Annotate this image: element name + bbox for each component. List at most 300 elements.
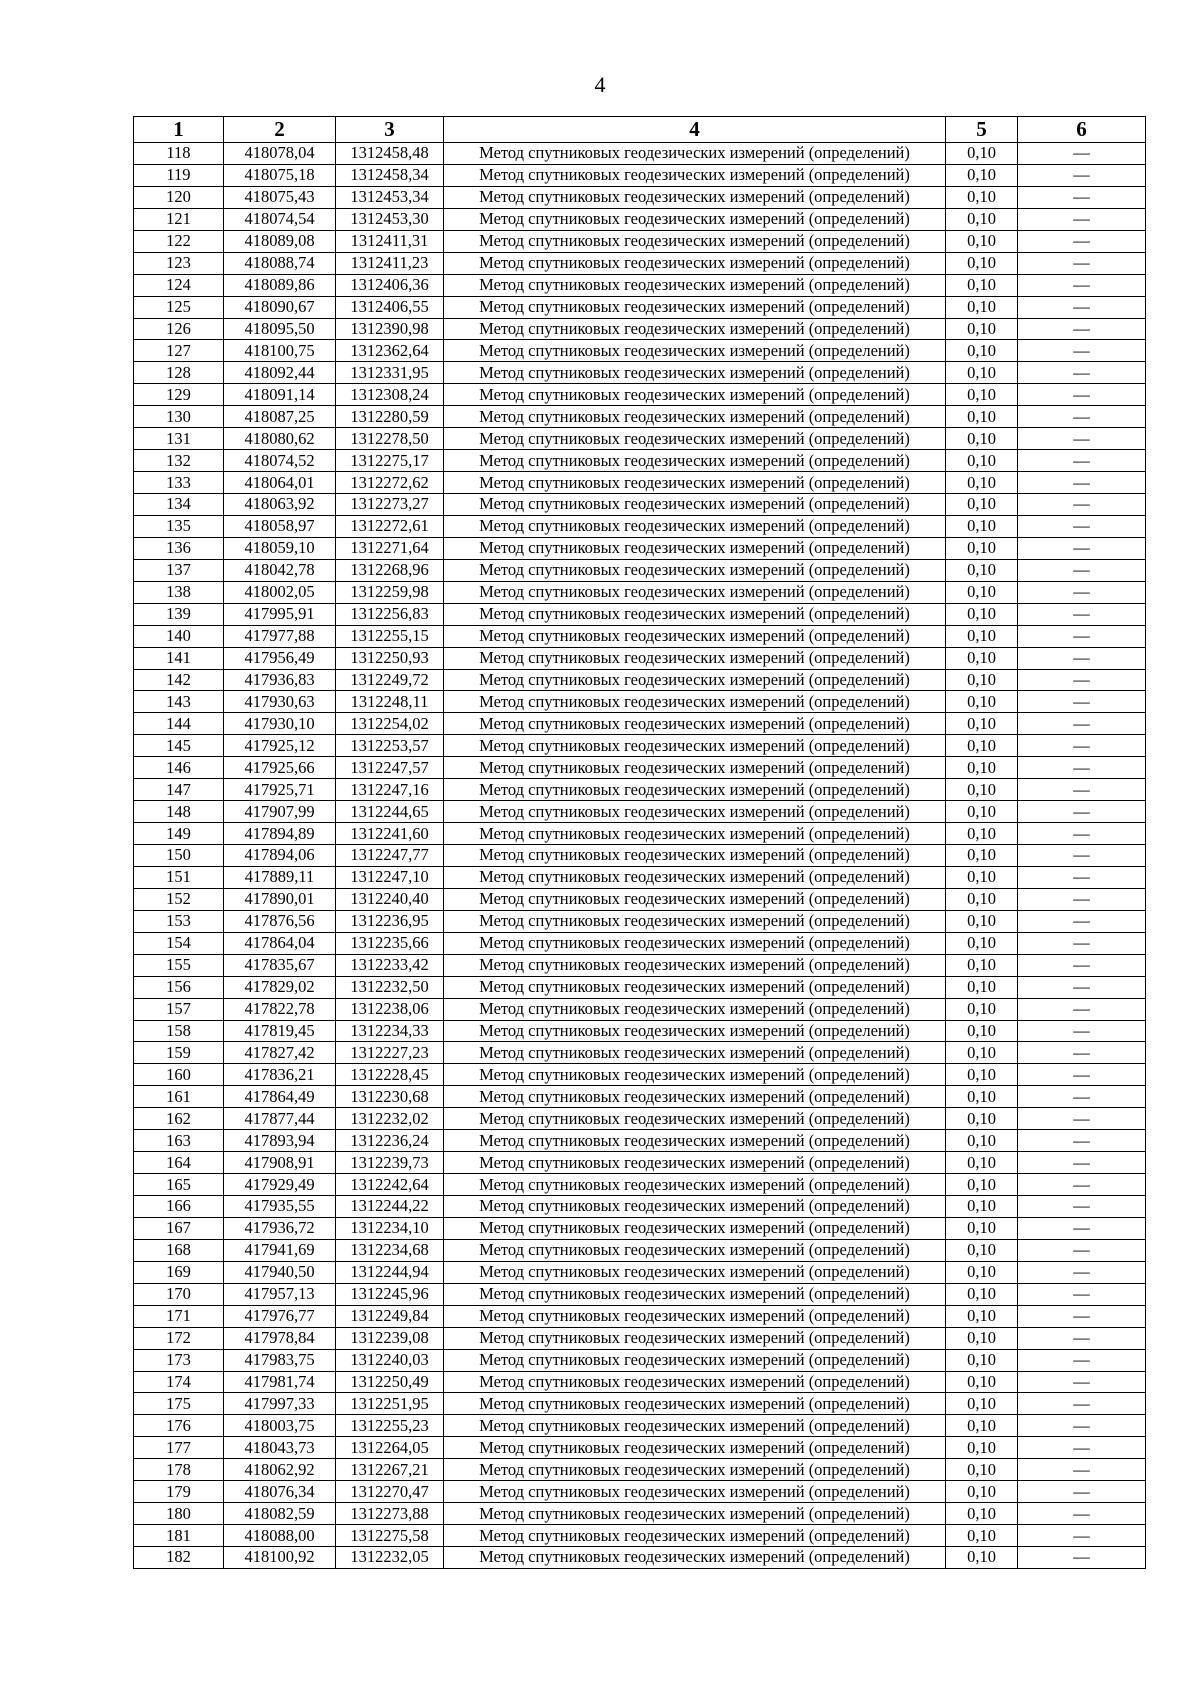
- accuracy-cell: 0,10: [946, 472, 1018, 494]
- accuracy-cell: 0,10: [946, 494, 1018, 516]
- note-cell: —: [1018, 1042, 1146, 1064]
- x-coordinate-cell: 417894,89: [224, 823, 336, 845]
- note-cell: —: [1018, 230, 1146, 252]
- y-coordinate-cell: 1312275,58: [336, 1525, 444, 1547]
- method-cell: Метод спутниковых геодезических измерений (определений): [444, 318, 946, 340]
- method-cell: Метод спутниковых геодезических измерений (определений): [444, 1283, 946, 1305]
- table-row: [134, 230, 1146, 252]
- accuracy-cell: 0,10: [946, 362, 1018, 384]
- point-number-cell: 165: [134, 1174, 224, 1196]
- y-coordinate-cell: 1312278,50: [336, 428, 444, 450]
- note-cell: —: [1018, 1020, 1146, 1042]
- point-number-cell: 167: [134, 1217, 224, 1239]
- note-cell: —: [1018, 669, 1146, 691]
- note-cell: —: [1018, 1261, 1146, 1283]
- point-number-cell: 138: [134, 581, 224, 603]
- x-coordinate-cell: 417925,66: [224, 757, 336, 779]
- x-coordinate-cell: 417864,49: [224, 1086, 336, 1108]
- point-number-cell: 137: [134, 559, 224, 581]
- y-coordinate-cell: 1312251,95: [336, 1393, 444, 1415]
- method-cell: Метод спутниковых геодезических измерений (определений): [444, 910, 946, 932]
- point-number-cell: 123: [134, 252, 224, 274]
- accuracy-cell: 0,10: [946, 735, 1018, 757]
- x-coordinate-cell: 417936,83: [224, 669, 336, 691]
- note-cell: —: [1018, 1174, 1146, 1196]
- table-row: [134, 515, 1146, 537]
- x-coordinate-cell: 418092,44: [224, 362, 336, 384]
- table-row: [134, 472, 1146, 494]
- note-cell: —: [1018, 494, 1146, 516]
- y-coordinate-cell: 1312267,21: [336, 1459, 444, 1481]
- note-cell: —: [1018, 143, 1146, 165]
- method-cell: Метод спутниковых геодезических измерений (определений): [444, 1547, 946, 1569]
- note-cell: —: [1018, 252, 1146, 274]
- method-cell: Метод спутниковых геодезических измерений (определений): [444, 1108, 946, 1130]
- note-cell: —: [1018, 1525, 1146, 1547]
- x-coordinate-cell: 418089,08: [224, 230, 336, 252]
- note-cell: —: [1018, 1547, 1146, 1569]
- point-number-cell: 147: [134, 779, 224, 801]
- method-cell: Метод спутниковых геодезических измерений (определений): [444, 143, 946, 165]
- note-cell: —: [1018, 998, 1146, 1020]
- accuracy-cell: 0,10: [946, 1152, 1018, 1174]
- x-coordinate-cell: 417827,42: [224, 1042, 336, 1064]
- x-coordinate-cell: 417981,74: [224, 1371, 336, 1393]
- accuracy-cell: 0,10: [946, 976, 1018, 998]
- method-cell: Метод спутниковых геодезических измерений (определений): [444, 515, 946, 537]
- accuracy-cell: 0,10: [946, 1196, 1018, 1218]
- point-number-cell: 152: [134, 888, 224, 910]
- y-coordinate-cell: 1312406,55: [336, 296, 444, 318]
- method-cell: Метод спутниковых геодезических измерений (определений): [444, 1481, 946, 1503]
- point-number-cell: 171: [134, 1305, 224, 1327]
- y-coordinate-cell: 1312245,96: [336, 1283, 444, 1305]
- point-number-cell: 127: [134, 340, 224, 362]
- accuracy-cell: 0,10: [946, 143, 1018, 165]
- table-row: [134, 559, 1146, 581]
- x-coordinate-cell: 417835,67: [224, 954, 336, 976]
- note-cell: —: [1018, 713, 1146, 735]
- x-coordinate-cell: 417997,33: [224, 1393, 336, 1415]
- accuracy-cell: 0,10: [946, 1020, 1018, 1042]
- table-row: [134, 340, 1146, 362]
- table-row: [134, 1437, 1146, 1459]
- point-number-cell: 149: [134, 823, 224, 845]
- method-cell: Метод спутниковых геодезических измерений (определений): [444, 1415, 946, 1437]
- note-cell: —: [1018, 625, 1146, 647]
- accuracy-cell: 0,10: [946, 1305, 1018, 1327]
- note-cell: —: [1018, 318, 1146, 340]
- y-coordinate-cell: 1312458,34: [336, 164, 444, 186]
- x-coordinate-cell: 417876,56: [224, 910, 336, 932]
- table-row: [134, 888, 1146, 910]
- x-coordinate-cell: 418043,73: [224, 1437, 336, 1459]
- point-number-cell: 161: [134, 1086, 224, 1108]
- y-coordinate-cell: 1312272,62: [336, 472, 444, 494]
- table-row: [134, 1327, 1146, 1349]
- accuracy-cell: 0,10: [946, 406, 1018, 428]
- note-cell: —: [1018, 735, 1146, 757]
- method-cell: Метод спутниковых геодезических измерений (определений): [444, 384, 946, 406]
- x-coordinate-cell: 418002,05: [224, 581, 336, 603]
- table-row: [134, 1415, 1146, 1437]
- point-number-cell: 155: [134, 954, 224, 976]
- y-coordinate-cell: 1312406,36: [336, 274, 444, 296]
- y-coordinate-cell: 1312234,68: [336, 1239, 444, 1261]
- note-cell: —: [1018, 757, 1146, 779]
- point-number-cell: 182: [134, 1547, 224, 1569]
- note-cell: —: [1018, 691, 1146, 713]
- point-number-cell: 160: [134, 1064, 224, 1086]
- table-row: [134, 1349, 1146, 1371]
- x-coordinate-cell: 418095,50: [224, 318, 336, 340]
- table-row: [134, 1393, 1146, 1415]
- x-coordinate-cell: 417908,91: [224, 1152, 336, 1174]
- y-coordinate-cell: 1312256,83: [336, 603, 444, 625]
- note-cell: —: [1018, 1239, 1146, 1261]
- note-cell: —: [1018, 801, 1146, 823]
- method-cell: Метод спутниковых геодезических измерений (определений): [444, 888, 946, 910]
- x-coordinate-cell: 417925,71: [224, 779, 336, 801]
- note-cell: —: [1018, 910, 1146, 932]
- y-coordinate-cell: 1312236,95: [336, 910, 444, 932]
- x-coordinate-cell: 417894,06: [224, 845, 336, 867]
- x-coordinate-cell: 418100,75: [224, 340, 336, 362]
- method-cell: Метод спутниковых геодезических измерений (определений): [444, 1020, 946, 1042]
- accuracy-cell: 0,10: [946, 1547, 1018, 1569]
- x-coordinate-cell: 417907,99: [224, 801, 336, 823]
- method-cell: Метод спутниковых геодезических измерений (определений): [444, 581, 946, 603]
- x-coordinate-cell: 417930,10: [224, 713, 336, 735]
- y-coordinate-cell: 1312227,23: [336, 1042, 444, 1064]
- note-cell: —: [1018, 384, 1146, 406]
- method-cell: Метод спутниковых геодезических измерений (определений): [444, 1459, 946, 1481]
- point-number-cell: 169: [134, 1261, 224, 1283]
- note-cell: —: [1018, 866, 1146, 888]
- y-coordinate-cell: 1312235,66: [336, 932, 444, 954]
- y-coordinate-cell: 1312249,72: [336, 669, 444, 691]
- point-number-cell: 179: [134, 1481, 224, 1503]
- y-coordinate-cell: 1312247,57: [336, 757, 444, 779]
- method-cell: Метод спутниковых геодезических измерений (определений): [444, 625, 946, 647]
- accuracy-cell: 0,10: [946, 845, 1018, 867]
- accuracy-cell: 0,10: [946, 1415, 1018, 1437]
- method-cell: Метод спутниковых геодезических измерений (определений): [444, 208, 946, 230]
- point-number-cell: 168: [134, 1239, 224, 1261]
- table-row: [134, 1130, 1146, 1152]
- note-cell: —: [1018, 428, 1146, 450]
- y-coordinate-cell: 1312255,23: [336, 1415, 444, 1437]
- y-coordinate-cell: 1312234,33: [336, 1020, 444, 1042]
- y-coordinate-cell: 1312248,11: [336, 691, 444, 713]
- x-coordinate-cell: 417995,91: [224, 603, 336, 625]
- point-number-cell: 126: [134, 318, 224, 340]
- method-cell: Метод спутниковых геодезических измерений (определений): [444, 406, 946, 428]
- point-number-cell: 121: [134, 208, 224, 230]
- note-cell: —: [1018, 296, 1146, 318]
- table-row: [134, 296, 1146, 318]
- y-coordinate-cell: 1312244,65: [336, 801, 444, 823]
- table-row: [134, 625, 1146, 647]
- point-number-cell: 178: [134, 1459, 224, 1481]
- point-number-cell: 172: [134, 1327, 224, 1349]
- table-row: [134, 823, 1146, 845]
- point-number-cell: 122: [134, 230, 224, 252]
- note-cell: —: [1018, 954, 1146, 976]
- method-cell: Метод спутниковых геодезических измерений (определений): [444, 1393, 946, 1415]
- method-cell: Метод спутниковых геодезических измерений (определений): [444, 230, 946, 252]
- note-cell: —: [1018, 603, 1146, 625]
- table-row: [134, 845, 1146, 867]
- note-cell: —: [1018, 1459, 1146, 1481]
- table-row: [134, 318, 1146, 340]
- accuracy-cell: 0,10: [946, 537, 1018, 559]
- point-number-cell: 133: [134, 472, 224, 494]
- table-row: [134, 1459, 1146, 1481]
- x-coordinate-cell: 418089,86: [224, 274, 336, 296]
- accuracy-cell: 0,10: [946, 1481, 1018, 1503]
- method-cell: Метод спутниковых геодезических измерений (определений): [444, 1327, 946, 1349]
- y-coordinate-cell: 1312411,31: [336, 230, 444, 252]
- method-cell: Метод спутниковых геодезических измерений (определений): [444, 998, 946, 1020]
- table-row: [134, 932, 1146, 954]
- table-header-row: [134, 117, 1146, 143]
- table-row: [134, 1547, 1146, 1569]
- x-coordinate-cell: 417819,45: [224, 1020, 336, 1042]
- point-number-cell: 181: [134, 1525, 224, 1547]
- table-row: [134, 186, 1146, 208]
- accuracy-cell: 0,10: [946, 801, 1018, 823]
- y-coordinate-cell: 1312273,27: [336, 494, 444, 516]
- table-row: [134, 1261, 1146, 1283]
- table-row: [134, 1174, 1146, 1196]
- x-coordinate-cell: 418058,97: [224, 515, 336, 537]
- column-header-1: 1: [134, 117, 224, 143]
- y-coordinate-cell: 1312254,02: [336, 713, 444, 735]
- table-row: [134, 801, 1146, 823]
- accuracy-cell: 0,10: [946, 823, 1018, 845]
- table-row: [134, 143, 1146, 165]
- point-number-cell: 139: [134, 603, 224, 625]
- table-row: [134, 164, 1146, 186]
- method-cell: Метод спутниковых геодезических измерений (определений): [444, 932, 946, 954]
- table-row: [134, 1503, 1146, 1525]
- x-coordinate-cell: 418082,59: [224, 1503, 336, 1525]
- accuracy-cell: 0,10: [946, 603, 1018, 625]
- accuracy-cell: 0,10: [946, 691, 1018, 713]
- x-coordinate-cell: 418062,92: [224, 1459, 336, 1481]
- y-coordinate-cell: 1312250,49: [336, 1371, 444, 1393]
- x-coordinate-cell: 418080,62: [224, 428, 336, 450]
- column-header-4: 4: [444, 117, 946, 143]
- x-coordinate-cell: 418064,01: [224, 472, 336, 494]
- accuracy-cell: 0,10: [946, 1042, 1018, 1064]
- method-cell: Метод спутниковых геодезических измерений (определений): [444, 252, 946, 274]
- note-cell: —: [1018, 932, 1146, 954]
- accuracy-cell: 0,10: [946, 515, 1018, 537]
- accuracy-cell: 0,10: [946, 1349, 1018, 1371]
- point-number-cell: 136: [134, 537, 224, 559]
- method-cell: Метод спутниковых геодезических измерений (определений): [444, 779, 946, 801]
- point-number-cell: 125: [134, 296, 224, 318]
- method-cell: Метод спутниковых геодезических измерений (определений): [444, 1371, 946, 1393]
- note-cell: —: [1018, 472, 1146, 494]
- method-cell: Метод спутниковых геодезических измерений (определений): [444, 1525, 946, 1547]
- table-row: [134, 691, 1146, 713]
- y-coordinate-cell: 1312232,02: [336, 1108, 444, 1130]
- x-coordinate-cell: 417957,13: [224, 1283, 336, 1305]
- y-coordinate-cell: 1312453,30: [336, 208, 444, 230]
- y-coordinate-cell: 1312272,61: [336, 515, 444, 537]
- point-number-cell: 131: [134, 428, 224, 450]
- point-number-cell: 154: [134, 932, 224, 954]
- method-cell: Метод спутниковых геодезических измерений (определений): [444, 362, 946, 384]
- table-row: [134, 669, 1146, 691]
- y-coordinate-cell: 1312259,98: [336, 581, 444, 603]
- method-cell: Метод спутниковых геодезических измерений (определений): [444, 186, 946, 208]
- point-number-cell: 141: [134, 647, 224, 669]
- note-cell: —: [1018, 186, 1146, 208]
- y-coordinate-cell: 1312250,93: [336, 647, 444, 669]
- point-number-cell: 143: [134, 691, 224, 713]
- point-number-cell: 135: [134, 515, 224, 537]
- accuracy-cell: 0,10: [946, 669, 1018, 691]
- table-row: [134, 779, 1146, 801]
- table-row: [134, 581, 1146, 603]
- method-cell: Метод спутниковых геодезических измерений (определений): [444, 1086, 946, 1108]
- y-coordinate-cell: 1312244,22: [336, 1196, 444, 1218]
- y-coordinate-cell: 1312239,73: [336, 1152, 444, 1174]
- note-cell: —: [1018, 1305, 1146, 1327]
- point-number-cell: 164: [134, 1152, 224, 1174]
- point-number-cell: 174: [134, 1371, 224, 1393]
- y-coordinate-cell: 1312253,57: [336, 735, 444, 757]
- coordinates-table: [133, 116, 1146, 1569]
- x-coordinate-cell: 418076,34: [224, 1481, 336, 1503]
- accuracy-cell: 0,10: [946, 1174, 1018, 1196]
- note-cell: —: [1018, 1108, 1146, 1130]
- method-cell: Метод спутниковых геодезических измерений (определений): [444, 1130, 946, 1152]
- table-row: [134, 1020, 1146, 1042]
- table-row: [134, 1152, 1146, 1174]
- accuracy-cell: 0,10: [946, 954, 1018, 976]
- point-number-cell: 134: [134, 494, 224, 516]
- y-coordinate-cell: 1312390,98: [336, 318, 444, 340]
- y-coordinate-cell: 1312240,03: [336, 1349, 444, 1371]
- x-coordinate-cell: 417890,01: [224, 888, 336, 910]
- table-row: [134, 647, 1146, 669]
- table-row: [134, 1086, 1146, 1108]
- note-cell: —: [1018, 274, 1146, 296]
- x-coordinate-cell: 417930,63: [224, 691, 336, 713]
- method-cell: Метод спутниковых геодезических измерений (определений): [444, 669, 946, 691]
- method-cell: Метод спутниковых геодезических измерений (определений): [444, 691, 946, 713]
- method-cell: Метод спутниковых геодезических измерений (определений): [444, 1261, 946, 1283]
- accuracy-cell: 0,10: [946, 1459, 1018, 1481]
- x-coordinate-cell: 417978,84: [224, 1327, 336, 1349]
- point-number-cell: 130: [134, 406, 224, 428]
- table-row: [134, 1108, 1146, 1130]
- x-coordinate-cell: 417940,50: [224, 1261, 336, 1283]
- point-number-cell: 156: [134, 976, 224, 998]
- method-cell: Метод спутниковых геодезических измерений (определений): [444, 537, 946, 559]
- point-number-cell: 128: [134, 362, 224, 384]
- x-coordinate-cell: 418100,92: [224, 1547, 336, 1569]
- y-coordinate-cell: 1312232,05: [336, 1547, 444, 1569]
- x-coordinate-cell: 417941,69: [224, 1239, 336, 1261]
- note-cell: —: [1018, 515, 1146, 537]
- x-coordinate-cell: 417877,44: [224, 1108, 336, 1130]
- table-row: [134, 735, 1146, 757]
- method-cell: Метод спутниковых геодезических измерений (определений): [444, 1305, 946, 1327]
- accuracy-cell: 0,10: [946, 1217, 1018, 1239]
- point-number-cell: 170: [134, 1283, 224, 1305]
- x-coordinate-cell: 417893,94: [224, 1130, 336, 1152]
- table-row: [134, 713, 1146, 735]
- point-number-cell: 144: [134, 713, 224, 735]
- y-coordinate-cell: 1312362,64: [336, 340, 444, 362]
- method-cell: Метод спутниковых геодезических измерений (определений): [444, 1042, 946, 1064]
- x-coordinate-cell: 417983,75: [224, 1349, 336, 1371]
- accuracy-cell: 0,10: [946, 296, 1018, 318]
- note-cell: —: [1018, 1130, 1146, 1152]
- point-number-cell: 132: [134, 450, 224, 472]
- x-coordinate-cell: 418091,14: [224, 384, 336, 406]
- y-coordinate-cell: 1312236,24: [336, 1130, 444, 1152]
- note-cell: —: [1018, 647, 1146, 669]
- accuracy-cell: 0,10: [946, 318, 1018, 340]
- accuracy-cell: 0,10: [946, 559, 1018, 581]
- table-row: [134, 274, 1146, 296]
- table-row: [134, 1196, 1146, 1218]
- y-coordinate-cell: 1312280,59: [336, 406, 444, 428]
- note-cell: —: [1018, 1437, 1146, 1459]
- accuracy-cell: 0,10: [946, 384, 1018, 406]
- accuracy-cell: 0,10: [946, 910, 1018, 932]
- point-number-cell: 163: [134, 1130, 224, 1152]
- table-row: [134, 362, 1146, 384]
- method-cell: Метод спутниковых геодезических измерений (определений): [444, 823, 946, 845]
- accuracy-cell: 0,10: [946, 1239, 1018, 1261]
- point-number-cell: 177: [134, 1437, 224, 1459]
- table-row: [134, 1283, 1146, 1305]
- x-coordinate-cell: 418088,74: [224, 252, 336, 274]
- accuracy-cell: 0,10: [946, 1064, 1018, 1086]
- point-number-cell: 120: [134, 186, 224, 208]
- point-number-cell: 145: [134, 735, 224, 757]
- table-row: [134, 1305, 1146, 1327]
- y-coordinate-cell: 1312242,64: [336, 1174, 444, 1196]
- note-cell: —: [1018, 845, 1146, 867]
- accuracy-cell: 0,10: [946, 713, 1018, 735]
- y-coordinate-cell: 1312268,96: [336, 559, 444, 581]
- accuracy-cell: 0,10: [946, 1327, 1018, 1349]
- x-coordinate-cell: 417929,49: [224, 1174, 336, 1196]
- x-coordinate-cell: 418088,00: [224, 1525, 336, 1547]
- accuracy-cell: 0,10: [946, 866, 1018, 888]
- table-row: [134, 450, 1146, 472]
- table-row: [134, 252, 1146, 274]
- method-cell: Метод спутниковых геодезических измерений (определений): [444, 1152, 946, 1174]
- x-coordinate-cell: 417889,11: [224, 866, 336, 888]
- point-number-cell: 175: [134, 1393, 224, 1415]
- y-coordinate-cell: 1312228,45: [336, 1064, 444, 1086]
- point-number-cell: 151: [134, 866, 224, 888]
- column-header-3: 3: [336, 117, 444, 143]
- note-cell: —: [1018, 1481, 1146, 1503]
- x-coordinate-cell: 418063,92: [224, 494, 336, 516]
- note-cell: —: [1018, 1349, 1146, 1371]
